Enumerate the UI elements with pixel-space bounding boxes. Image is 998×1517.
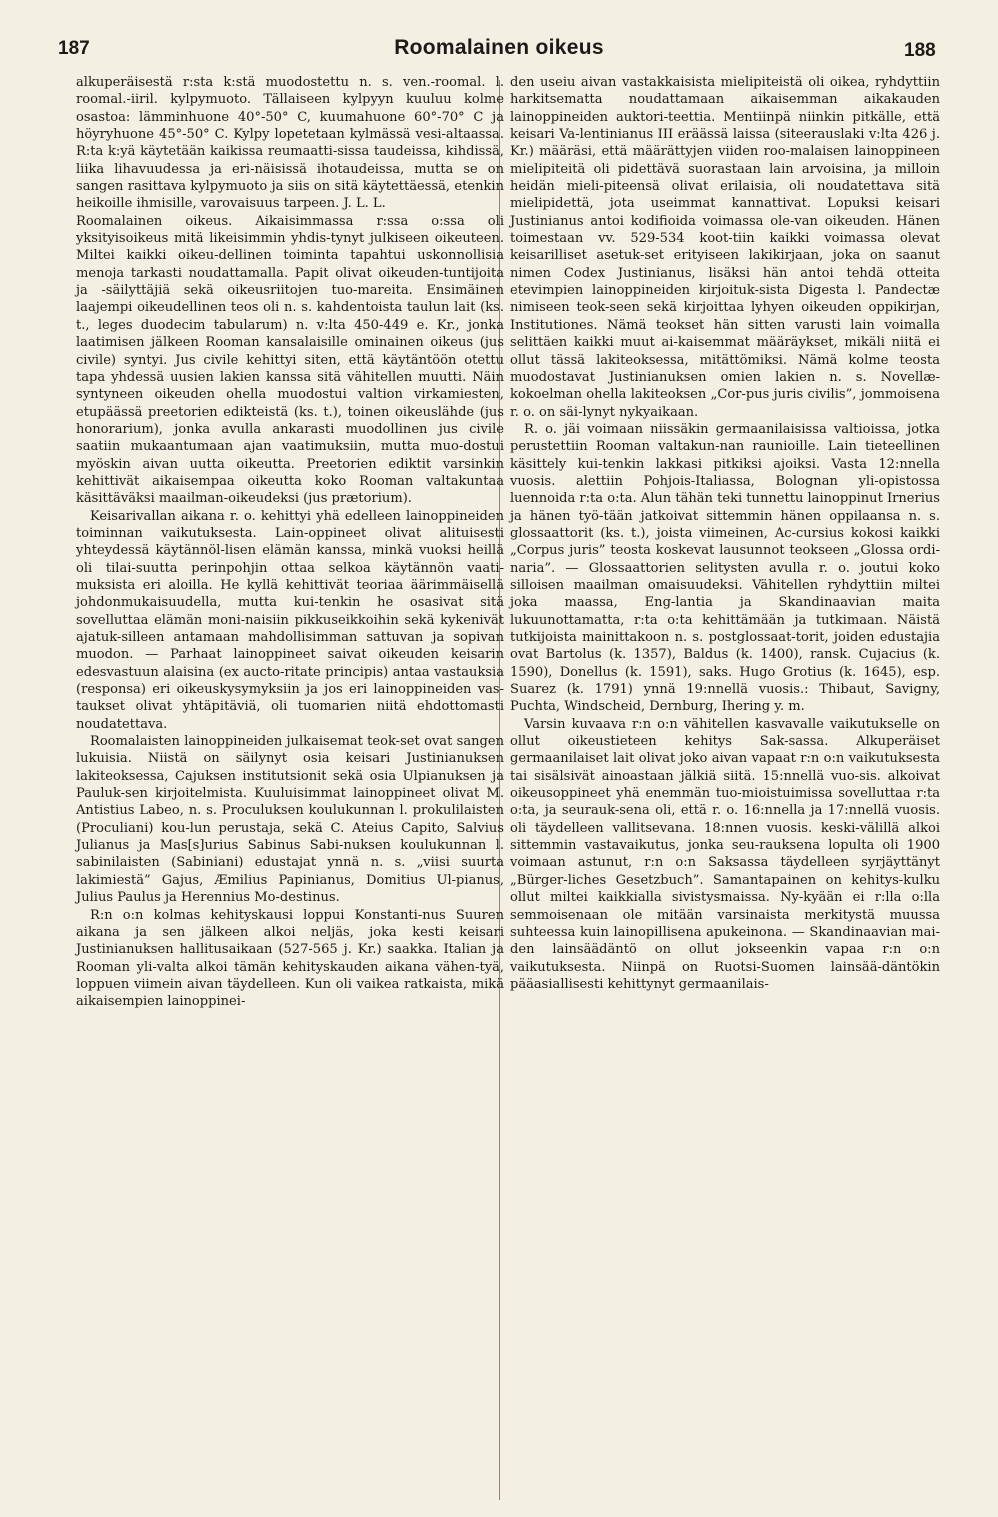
left-column: [76, 74, 504, 1011]
paragraph: Roomalainen oikeus. Aikaisimmassa r:ssa o:ssa oli yksityisoikeus mitä likeisimmin yhdis-tynyt julkiseen oikeuteen. Miltei kaikki oikeu-dellinen toiminta tapahtui uskonnollisia menoja tarkasti noudattamalla. Papit olivat oikeuden-tuntijoita ja -säilyttäjiä sekä oikeusriitojen tuo-mareita. Ensimäinen laajempi oikeudellinen teos oli n. s. kahdentoista taulun lait (ks. t., leges duodecim tabularum) n. v:lta 450-449 e. Kr., jonka laatimisen jälkeen Rooman kansalaisille ominainen oikeus (jus civile) syntyi. Jus civile kehittyi siten, että käytäntöön otettu tapa yhdessä uusien lakien kanssa sitä vähitellen muutti. Näin syntyneen oikeuden ohella muodostui valtion virkamiesten, etupäässä preetorien edikteistä (ks. t.), toinen oikeuslähde (jus honorarium), jonka avulla ankarasti muodollinen jus civile saatiin mukaantumaan ajan vaatimuksiin, mutta muo-dostui myöskin aivan uutta oikeutta. Preetorien ediktit varsinkin kehittivät aikaisempaa oikeutta koko Rooman valtakuntaa käsittäväksi maailman-oikeudeksi (jus prætorium).: [76, 213, 504, 507]
paragraph: R:n o:n kolmas kehityskausi loppui Konstanti-nus Suuren aikana ja sen jälkeen alkoi neljäs, joka kesti keisari Justinianuksen hallitusaikaan (527-565 j. Kr.) saakka. Italian ja Rooman yli-valta alkoi tämän kehityskauden aikana vähen-tyä, loppuen viimein aivan täydelleen. Kun oli vaikea ratkaista, mikä aikaisempien lainoppinei-: [76, 907, 504, 1010]
page-number-right: 188: [904, 40, 936, 61]
right-column: [510, 74, 940, 993]
paragraph: Varsin kuvaava r:n o:n vähitellen kasvavalle vaikutukselle on ollut oikeustieteen kehitys Sak-sassa. Alkuperäiset germaanilaiset lait olivat joko aivan vapaat r:n o:n vaikutuksesta tai sisälsivät ainoastaan jälkiä siitä. 15:nnellä vuo-sis. alkoivat oikeusoppineet yhä enemmän tuo-mioistuimissa sovelluttaa r:ta o:ta, ja seurauk-sena oli, että r. o. 16:nnella ja 17:nnellä vuosis. oli täydelleen vallitsevana. 18:nnen vuosis. keski-välillä alkoi sittemmin vastavaikutus, jonka seu-rauksena lopulta oli 1900 voimaan astunut, r:n o:n Saksassa täydelleen syrjäyttänyt „Bürger-liches Gesetzbuch”. Samantapainen on kehitys-kulku ollut miltei kaikkialla sivistysmaissa. Ny-kyään ei r:lla o:lla semmoisenaan ole mitään varsinaista merkitystä muussa suhteessa kuin lainopillisena apukeinona. — Skandinaavian mai-den lainsäädäntö on ollut jokseenkin vapaa r:n o:n vaikutuksesta. Niinpä on Ruotsi-Suomen lainsää-däntökin pääasiallisesti kehittynyt germaanilais-: [510, 716, 940, 992]
paragraph: Keisarivallan aikana r. o. kehittyi yhä edelleen lainoppineiden toiminnan vaikutuksesta. Lain-oppineet olivat alituisesti yhteydessä käytännöl-lisen elämän kanssa, minkä vuoksi heillä oli tilai-suutta perinpohjin ottaa selkoa käytännön vaati-muksista eri aloilla. He kyllä kehittivät teoriaa äärimmäisellä johdonmukaisuudella, mutta kui-tenkin he osasivat sitä sovelluttaa elämän moni-naisiin pikkuseikkoihin sekä kykenivät ajatuk-silleen antamaan mahdollisimman sattuvan ja sopivan muodon. — Parhaat lainoppineet saivat oikeuden keisarin edesvastuun alaisina (ex aucto-ritate principis) antaa vastauksia (responsa) eri oikeuskysymyksiin ja jos eri lainoppineiden vas-taukset olivat yhtäpitäviä, oli tuomarien niitä ehdottomasti noudatettava.: [76, 508, 504, 732]
paragraph: alkuperäisestä r:sta k:stä muodostettu n. s. ven.-roomal. l. roomal.-iiril. kylpymuoto. Tällaiseen kylpyyn kuuluu kolme osastoa: lämminhuone 40°-50° C, kuumahuone 60°-70° C ja höyryhuone 45°-50° C. Kylpy lopetetaan kylmässä vesi-altaassa. R:ta k:yä käytetään kaikissa reumaatti-sissa taudeissa, kihdissä, liika lihavuudessa ja eri-näisissä ihotaudeissa, mutta se on sangen rasittava kylpymuoto ja siis on sitä käytettäessä, etenkin heikoille ihmisille, varovaisuus tarpeen. J. L. L.: [76, 75, 504, 212]
page-number-left: 187: [58, 38, 90, 59]
page-header: [0, 0, 998, 70]
page-title: Roomalainen oikeus: [394, 36, 604, 59]
paragraph: R. o. jäi voimaan niissäkin germaanilaisissa valtioissa, jotka perustettiin Rooman valtakun-nan raunioille. Lain tieteellinen käsittely kui-tenkin lakkasi pitkiksi ajoiksi. Vasta 12:nnella vuosis. alettiin Pohjois-Italiassa, Bolognan yli-opistossa luennoida r:ta o:ta. Alun tähän teki tunnettu lainoppinut Irnerius ja hänen työ-tään jatkoivat sittemmin hänen oppilaansa n. s. glossaattorit (ks. t.), joista viimeinen, Ac-cursius kokosi kaikki „Corpus juris” teosta koskevat lausunnot teokseen „Glossa ordi-naria”. — Glossaattorien selitysten avulla r. o. joutui koko silloisen maailman omaisuudeksi. Vähitellen ryhdyttiin miltei joka maassa, Eng-lantia ja Skandinaavian maita lukuunottamatta, r:ta o:ta kehittämään ja tutkimaan. Näistä tutkijoista mainittakoon n. s. postglossaat-torit, joiden edustajia ovat Bartolus (k. 1357), Baldus (k. 1400), ransk. Cujacius (k. 1590), Donellus (k. 1591), saks. Hugo Grotius (k. 1645), esp. Suarez (k. 1791) ynnä 19:nnellä vuosis.: Thibaut, Savigny, Puchta, Windscheid, Dernburg, Ihering y. m.: [510, 421, 940, 715]
paragraph: Roomalaisten lainoppineiden julkaisemat teok-set ovat sangen lukuisia. Niistä on säilynyt osia keisari Justinianuksen lakiteoksessa, Cajuksen institutsionit sekä osia Ulpianuksen ja Pauluk-sen kirjoitelmista. Kuuluisimmat lainoppineet olivat M. Antistius Labeo, n. s. Proculuksen koulukunnan l. prokulilaisten (Proculiani) kou-lun perustaja, sekä C. Ateius Capito, Salvius Julianus ja Mas[s]urius Sabinus Sabi-nuksen koulukunnan l. sabinilaisten (Sabiniani) edustajat ynnä n. s. „viisi suurta lakimiestä” Gajus, Æmilius Papinianus, Domitius Ul-pianus, Julius Paulus ja Herennius Mo-destinus.: [76, 734, 504, 906]
paragraph: den useiu aivan vastakkaisista mielipiteistä oli oikea, ryhdyttiin harkitsematta noudattamaan aikaisemman aikakauden lainoppineiden auktori-teettia. Mentiinpä niinkin pitkälle, että keisari Va-lentinianus III eräässä laissa (siteerauslaki v:lta 426 j. Kr.) määräsi, että määrättyjen viiden roo-malaisen lainoppineen mielipiteitä oli pidettävä suorastaan lain arvoisina, ja milloin heidän mieli-piteensä olivat erilaisia, oli noudatettava sitä mielipidettä, jota useimmat kannattivat. Lopuksi keisari Justinianus antoi kodifioida voimassa ole-van oikeuden. Hänen toimestaan vv. 529-534 koot-tiin kaikki voimassa olevat keisarilliset asetuk-set erityiseen lakikirjaan, joka on saanut nimen Codex Justinianus, lisäksi hän antoi tehdä otteita etevimpien lainoppineiden kirjoituk-sista Digesta l. Pandectæ nimiseen teok-seen sekä kirjoittaa lyhyen oikeuden oppikirjan, Institutiones. Nämä teokset hän sitten varusti lain voimalla selittäen kaikki muut ai-kaisemmat määräykset, mikäli niitä ei ollut tässä lakiteoksessa, mitättömiksi. Nämä kolme teosta muodostavat Justinianuksen omien lakien n. s. Novellæ-kokoelman ohella lakiteoksen „Cor-pus juris civilis”, jommoisena r. o. on säi-lynyt nykyaikaan.: [510, 75, 940, 420]
